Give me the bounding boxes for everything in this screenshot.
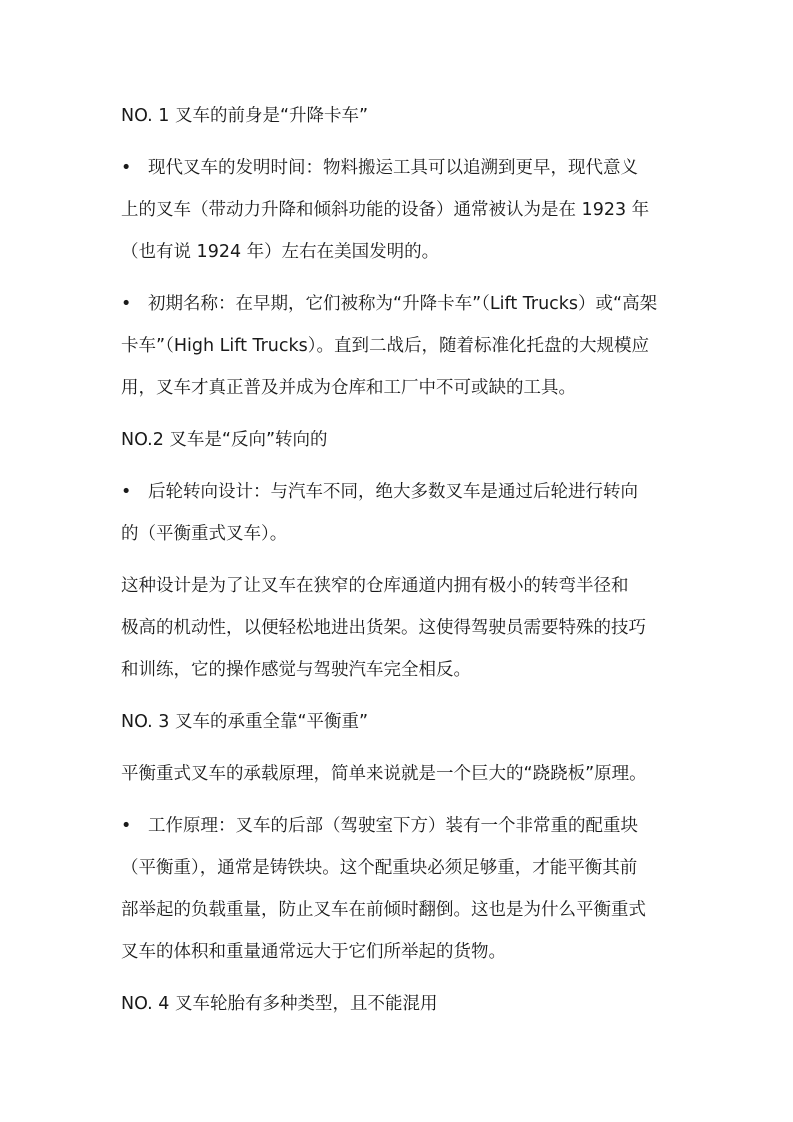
bullet-marker: • — [121, 482, 132, 502]
section-2-bullet-1-line-2: 的（平衡重式叉车）。 — [121, 524, 288, 544]
section-1-bullet-2-line-2: 卡车”（High Lift Trucks）。直到二战后，随着标准化托盘的大规模应 — [121, 336, 650, 356]
section-3-bullet-1-line-4: 叉车的体积和重量通常远大于它们所举起的货物。 — [121, 942, 506, 962]
section-4-heading: NO. 4 叉车轮胎有多种类型，且不能混用 — [121, 994, 438, 1014]
bullet-marker: • — [121, 158, 132, 178]
section-2-bullet-1-line-1: • 后轮转向设计：与汽车不同，绝大多数叉车是通过后轮进行转向 — [121, 482, 638, 502]
section-1-bullet-1-line-1: • 现代叉车的发明时间：物料搬运工具可以追溯到更早，现代意义 — [121, 158, 638, 178]
section-2-paragraph-line-1: 这种设计是为了让叉车在狭窄的仓库通道内拥有极小的转弯半径和 — [121, 576, 629, 596]
section-1-heading: NO. 1 叉车的前身是“升降卡车” — [121, 106, 369, 126]
section-1-bullet-2-line-1: • 初期名称：在早期，它们被称为“升降卡车”（Lift Trucks）或“高架 — [121, 294, 658, 314]
section-3-bullet-1-line-3: 部举起的负载重量，防止叉车在前倾时翻倒。这也是为什么平衡重式 — [121, 900, 646, 920]
section-2-paragraph-line-3: 和训练，它的操作感觉与驾驶汽车完全相反。 — [121, 660, 471, 680]
section-1-bullet-2-line-3: 用，叉车才真正普及并成为仓库和工厂中不可或缺的工具。 — [121, 378, 576, 398]
section-1-bullet-1-line-2: 上的叉车（带动力升降和倾斜功能的设备）通常被认为是在 1923 年 — [121, 200, 650, 220]
bullet-marker: • — [121, 294, 132, 314]
section-3-bullet-1-line-1: • 工作原理：叉车的后部（驾驶室下方）装有一个非常重的配重块 — [121, 816, 638, 836]
section-3-heading: NO. 3 叉车的承重全靠“平衡重” — [121, 712, 369, 732]
section-3-bullet-1-line-2: （平衡重），通常是铸铁块。这个配重块必须足够重，才能平衡其前 — [121, 858, 638, 878]
section-2-heading: NO.2 叉车是“反向”转向的 — [121, 430, 328, 450]
section-3-intro: 平衡重式叉车的承载原理，简单来说就是一个巨大的“跷跷板”原理。 — [121, 764, 647, 784]
section-2-paragraph-line-2: 极高的机动性，以便轻松地进出货架。这使得驾驶员需要特殊的技巧 — [121, 618, 646, 638]
section-1-bullet-1-line-3: （也有说 1924 年）左右在美国发明的。 — [121, 242, 440, 262]
bullet-marker: • — [121, 816, 132, 836]
